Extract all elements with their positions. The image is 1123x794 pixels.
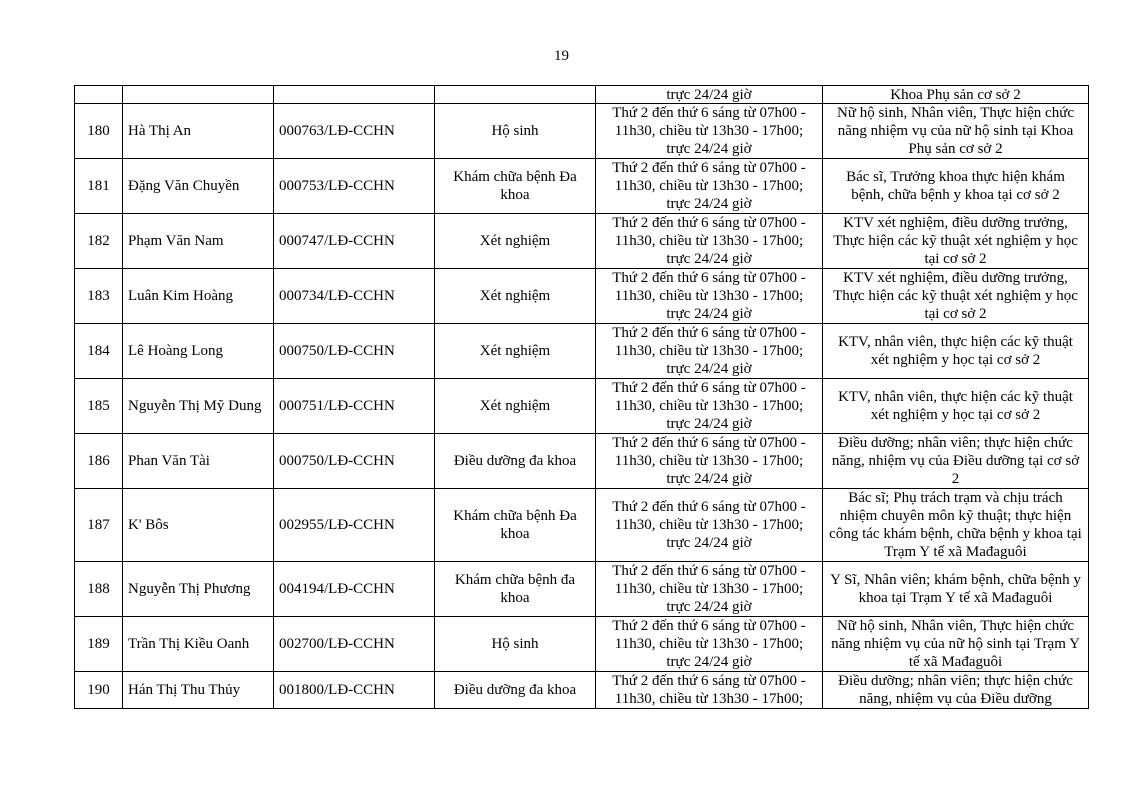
name-cell: Nguyễn Thị Phương xyxy=(123,562,274,617)
cont-stt-cell xyxy=(75,86,123,104)
staff-table xyxy=(74,85,1089,709)
name-cell: Trần Thị Kiều Oanh xyxy=(123,617,274,672)
position-cell: KTV xét nghiệm, điều dưỡng trưởng, Thực hiện các kỹ thuật xét nghiệm y học tại cơ sở 2 xyxy=(823,269,1089,324)
table-row xyxy=(75,617,1089,672)
time-cell: Thứ 2 đến thứ 6 sáng từ 07h00 - 11h30, chiều từ 13h30 - 17h00; trực 24/24 giờ xyxy=(596,159,823,214)
cert-cell: 004194/LĐ-CCHN xyxy=(274,562,435,617)
stt-cell: 181 xyxy=(75,159,123,214)
table-row xyxy=(75,489,1089,562)
table-row xyxy=(75,159,1089,214)
stt-cell: 185 xyxy=(75,379,123,434)
scope-cell: Khám chữa bệnh Đa khoa xyxy=(435,489,596,562)
name-cell: Luân Kim Hoàng xyxy=(123,269,274,324)
name-cell: Phạm Văn Nam xyxy=(123,214,274,269)
time-cell: Thứ 2 đến thứ 6 sáng từ 07h00 - 11h30, chiều từ 13h30 - 17h00; trực 24/24 giờ xyxy=(596,269,823,324)
cert-cell: 000747/LĐ-CCHN xyxy=(274,214,435,269)
name-cell: Hà Thị An xyxy=(123,104,274,159)
table-row xyxy=(75,379,1089,434)
cert-cell: 001800/LĐ-CCHN xyxy=(274,672,435,709)
cert-cell: 000750/LĐ-CCHN xyxy=(274,434,435,489)
cont-name-cell xyxy=(123,86,274,104)
cert-cell: 000763/LĐ-CCHN xyxy=(274,104,435,159)
name-cell: K' Bôs xyxy=(123,489,274,562)
cert-cell: 000753/LĐ-CCHN xyxy=(274,159,435,214)
cont-position-cell: Khoa Phụ sản cơ sở 2 xyxy=(823,86,1089,104)
time-cell: Thứ 2 đến thứ 6 sáng từ 07h00 - 11h30, chiều từ 13h30 - 17h00; trực 24/24 giờ xyxy=(596,214,823,269)
position-cell: KTV, nhân viên, thực hiện các kỹ thuật xét nghiệm y học tại cơ sở 2 xyxy=(823,379,1089,434)
cert-cell: 002700/LĐ-CCHN xyxy=(274,617,435,672)
time-cell: Thứ 2 đến thứ 6 sáng từ 07h00 - 11h30, chiều từ 13h30 - 17h00; trực 24/24 giờ xyxy=(596,104,823,159)
page-number: 19 xyxy=(554,48,569,64)
stt-cell: 187 xyxy=(75,489,123,562)
name-cell: Đặng Văn Chuyền xyxy=(123,159,274,214)
stt-cell: 184 xyxy=(75,324,123,379)
table-row xyxy=(75,104,1089,159)
stt-cell: 186 xyxy=(75,434,123,489)
scope-cell: Khám chữa bệnh Đa khoa xyxy=(435,159,596,214)
position-cell: Điều dưỡng; nhân viên; thực hiện chức năng, nhiệm vụ của Điều dưỡng tại cơ sở 2 xyxy=(823,434,1089,489)
cert-cell: 000734/LĐ-CCHN xyxy=(274,269,435,324)
name-cell: Phan Văn Tài xyxy=(123,434,274,489)
continuation-row xyxy=(75,86,1089,104)
table-row xyxy=(75,214,1089,269)
scope-cell: Khám chữa bệnh đa khoa xyxy=(435,562,596,617)
position-cell: Y Sĩ, Nhân viên; khám bệnh, chữa bệnh y khoa tại Trạm Y tế xã Mađaguôi xyxy=(823,562,1089,617)
time-cell: Thứ 2 đến thứ 6 sáng từ 07h00 - 11h30, chiều từ 13h30 - 17h00; trực 24/24 giờ xyxy=(596,379,823,434)
scope-cell: Xét nghiệm xyxy=(435,214,596,269)
time-cell: Thứ 2 đến thứ 6 sáng từ 07h00 - 11h30, chiều từ 13h30 - 17h00; trực 24/24 giờ xyxy=(596,617,823,672)
cont-cert-cell xyxy=(274,86,435,104)
scope-cell: Xét nghiệm xyxy=(435,269,596,324)
stt-cell: 188 xyxy=(75,562,123,617)
position-cell: Bác sĩ; Phụ trách trạm và chịu trách nhiệm chuyên môn kỹ thuật; thực hiện công tác khám bệnh, chữa bệnh y khoa tại Trạm Y tế xã Mađaguôi xyxy=(823,489,1089,562)
table-row xyxy=(75,562,1089,617)
table-row xyxy=(75,269,1089,324)
time-cell: Thứ 2 đến thứ 6 sáng từ 07h00 - 11h30, chiều từ 13h30 - 17h00; xyxy=(596,672,823,709)
position-cell: KTV, nhân viên, thực hiện các kỹ thuật xét nghiệm y học tại cơ sở 2 xyxy=(823,324,1089,379)
cert-cell: 002955/LĐ-CCHN xyxy=(274,489,435,562)
stt-cell: 189 xyxy=(75,617,123,672)
stt-cell: 180 xyxy=(75,104,123,159)
time-cell: Thứ 2 đến thứ 6 sáng từ 07h00 - 11h30, chiều từ 13h30 - 17h00; trực 24/24 giờ xyxy=(596,489,823,562)
cont-scope-cell xyxy=(435,86,596,104)
scope-cell: Hộ sinh xyxy=(435,104,596,159)
scope-cell: Điều dưỡng đa khoa xyxy=(435,672,596,709)
name-cell: Hán Thị Thu Thủy xyxy=(123,672,274,709)
position-cell: Nữ hộ sinh, Nhân viên, Thực hiện chức năng nhiệm vụ của nữ hộ sinh tại Khoa Phụ sản cơ sở 2 xyxy=(823,104,1089,159)
position-cell: Điều dưỡng; nhân viên; thực hiện chức năng, nhiệm vụ của Điều dưỡng xyxy=(823,672,1089,709)
scope-cell: Xét nghiệm xyxy=(435,324,596,379)
time-cell: Thứ 2 đến thứ 6 sáng từ 07h00 - 11h30, chiều từ 13h30 - 17h00; trực 24/24 giờ xyxy=(596,562,823,617)
cert-cell: 000750/LĐ-CCHN xyxy=(274,324,435,379)
scope-cell: Điều dưỡng đa khoa xyxy=(435,434,596,489)
stt-cell: 182 xyxy=(75,214,123,269)
stt-cell: 183 xyxy=(75,269,123,324)
scope-cell: Xét nghiệm xyxy=(435,379,596,434)
stt-cell: 190 xyxy=(75,672,123,709)
position-cell: Nữ hộ sinh, Nhân viên, Thực hiện chức năng nhiệm vụ của nữ hộ sinh tại Trạm Y tế xã Mađaguôi xyxy=(823,617,1089,672)
time-cell: Thứ 2 đến thứ 6 sáng từ 07h00 - 11h30, chiều từ 13h30 - 17h00; trực 24/24 giờ xyxy=(596,434,823,489)
name-cell: Lê Hoàng Long xyxy=(123,324,274,379)
table-row xyxy=(75,324,1089,379)
table-row xyxy=(75,672,1089,709)
position-cell: KTV xét nghiệm, điều dưỡng trưởng, Thực hiện các kỹ thuật xét nghiệm y học tại cơ sở 2 xyxy=(823,214,1089,269)
position-cell: Bác sĩ, Trưởng khoa thực hiện khám bệnh, chữa bệnh y khoa tại cơ sở 2 xyxy=(823,159,1089,214)
cert-cell: 000751/LĐ-CCHN xyxy=(274,379,435,434)
scope-cell: Hộ sinh xyxy=(435,617,596,672)
cont-time-cell: trực 24/24 giờ xyxy=(596,86,823,104)
time-cell: Thứ 2 đến thứ 6 sáng từ 07h00 - 11h30, chiều từ 13h30 - 17h00; trực 24/24 giờ xyxy=(596,324,823,379)
name-cell: Nguyễn Thị Mỹ Dung xyxy=(123,379,274,434)
table-row xyxy=(75,434,1089,489)
